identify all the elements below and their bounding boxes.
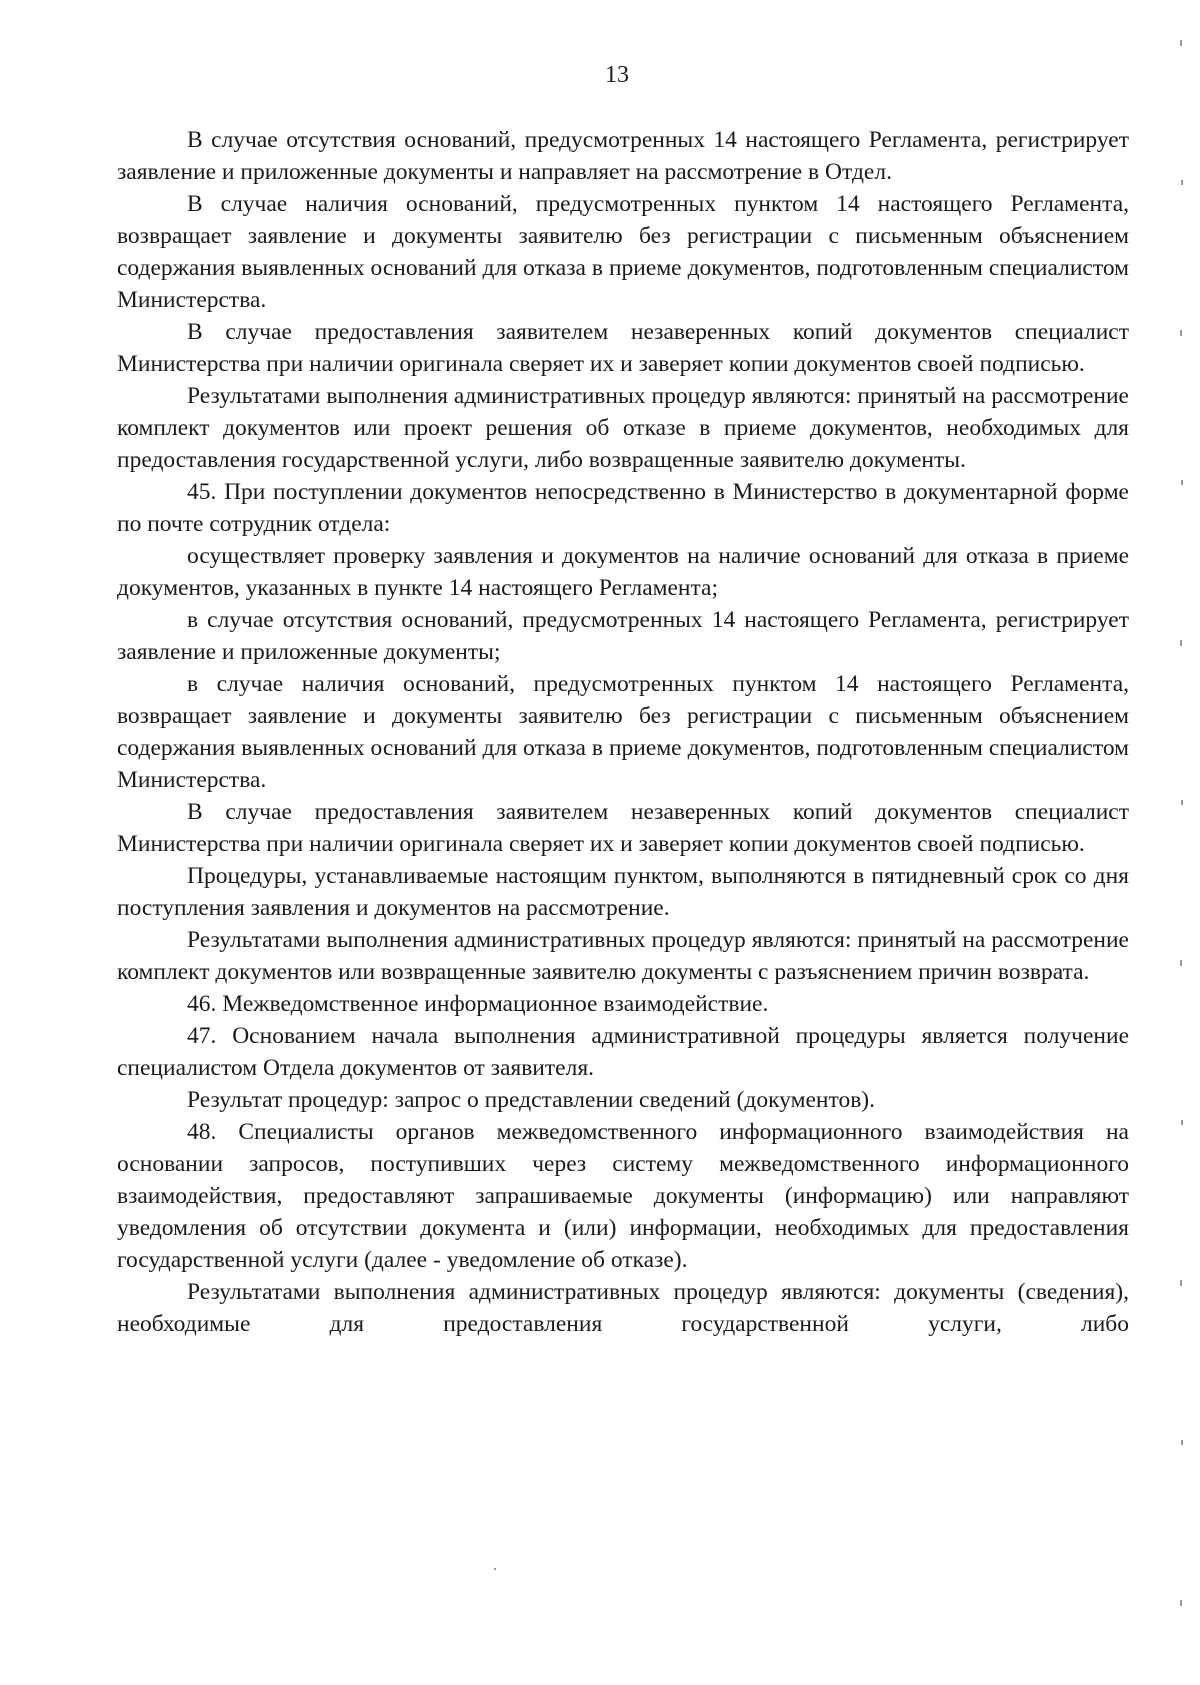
paragraph: Результатами выполнения административных процедур являются: принятый на рассмотрение комплект документов или проект решения об отказе в приеме документов, необходимых для предоставления государственной услуги, либо возвращенные заявителю документы. <box>117 383 1129 473</box>
paragraph: в случае наличия оснований, предусмотренных пунктом 14 настоящего Регламента, возвращает заявление и документы заявителю без регистрации с письменным объяснением содержания выявленных оснований для отказа в приеме документов, подготовленным специалистом Министерства. <box>117 671 1129 793</box>
page-number: 13 <box>605 62 629 88</box>
paragraph: В случае наличия оснований, предусмотренных пунктом 14 настоящего Регламента, возвращает заявление и документы заявителю без регистрации с письменным объяснением содержания выявленных оснований для отказа в приеме документов, подготовленным специалистом Министерства. <box>117 191 1129 313</box>
paragraph: 47. Основанием начала выполнения административной процедуры является получение специалистом Отдела документов от заявителя. <box>117 1023 1129 1081</box>
paragraph: в случае отсутствия оснований, предусмотренных 14 настоящего Регламента, регистрирует заявление и приложенные документы; <box>117 607 1129 665</box>
paragraph: 45. При поступлении документов непосредственно в Министерство в документарной форме по почте сотрудник отдела: <box>117 479 1129 537</box>
paragraph: Результат процедур: запрос о представлении сведений (документов). <box>187 1087 875 1113</box>
paragraph: 48. Специалисты органов межведомственного информационного взаимодействия на основании запросов, поступивших через систему межведомственного информационного взаимодействия, предоставляют запрашиваемые документы (информацию) или направляют уведомления об отсутствии документа и (или) информации, необходимых для предоставления государственной услуги (далее - уведомление об отказе). <box>117 1119 1129 1273</box>
paragraph: осуществляет проверку заявления и документов на наличие оснований для отказа в приеме документов, указанных в пункте 14 настоящего Регламента; <box>117 543 1129 601</box>
paragraph: В случае предоставления заявителем незаверенных копий документов специалист Министерства при наличии оригинала сверяет их и заверяет копии документов своей подписью. <box>117 319 1129 377</box>
paragraph: Результатами выполнения административных процедур являются: принятый на рассмотрение комплект документов или возвращенные заявителю документы с разъяснением причин возврата. <box>117 927 1129 985</box>
paragraph: Процедуры, устанавливаемые настоящим пунктом, выполняются в пятидневный срок со дня поступления заявления и документов на рассмотрение. <box>117 863 1129 921</box>
paragraph: В случае отсутствия оснований, предусмотренных 14 настоящего Регламента, регистрирует заявление и приложенные документы и направляет на рассмотрение в Отдел. <box>117 127 1129 185</box>
paragraph: 46. Межведомственное информационное взаимодействие. <box>187 991 769 1017</box>
paragraph: В случае предоставления заявителем незаверенных копий документов специалист Министерства при наличии оригинала сверяет их и заверяет копии документов своей подписью. <box>117 799 1129 857</box>
paragraph: Результатами выполнения административных процедур являются: документы (сведения), необходимые для предоставления государственной услуги, либо <box>117 1279 1129 1337</box>
document-body <box>117 124 1129 1340</box>
